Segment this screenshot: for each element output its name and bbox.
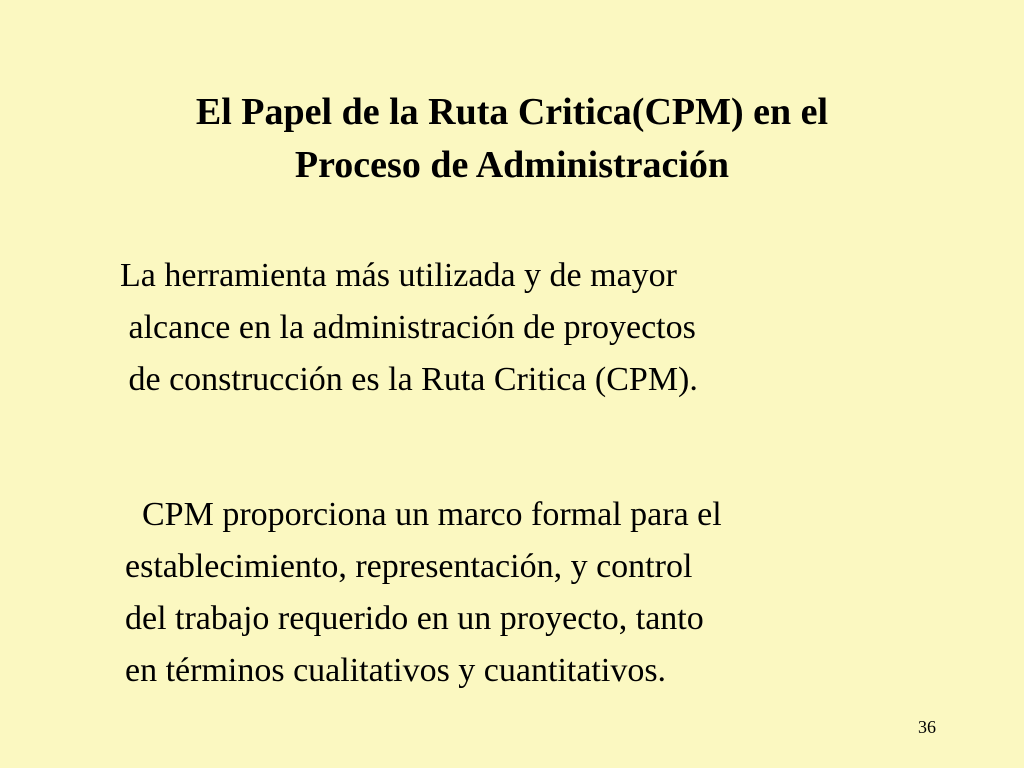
slide-title-line: El Papel de la Ruta Critica(CPM) en el xyxy=(195,91,829,133)
slide-title-line: Proceso de Administración xyxy=(294,144,730,186)
paragraph-line: La herramienta más utilizada y de mayor xyxy=(120,257,677,294)
paragraph-line: en términos cualitativos y cuantitativos. xyxy=(125,652,667,689)
body-paragraph-2 xyxy=(125,489,722,697)
paragraph-line: del trabajo requerido en un proyecto, tanto xyxy=(125,600,704,637)
slide-title xyxy=(0,86,1024,192)
paragraph-line: CPM proporciona un marco formal para el xyxy=(125,496,722,533)
paragraph-line: alcance en la administración de proyectos xyxy=(120,309,696,346)
slide-number: 36 xyxy=(918,717,936,737)
body-paragraph-1 xyxy=(120,250,698,406)
paragraph-line: de construcción es la Ruta Critica (CPM). xyxy=(120,361,698,398)
paragraph-line: establecimiento, representación, y control xyxy=(125,548,693,585)
